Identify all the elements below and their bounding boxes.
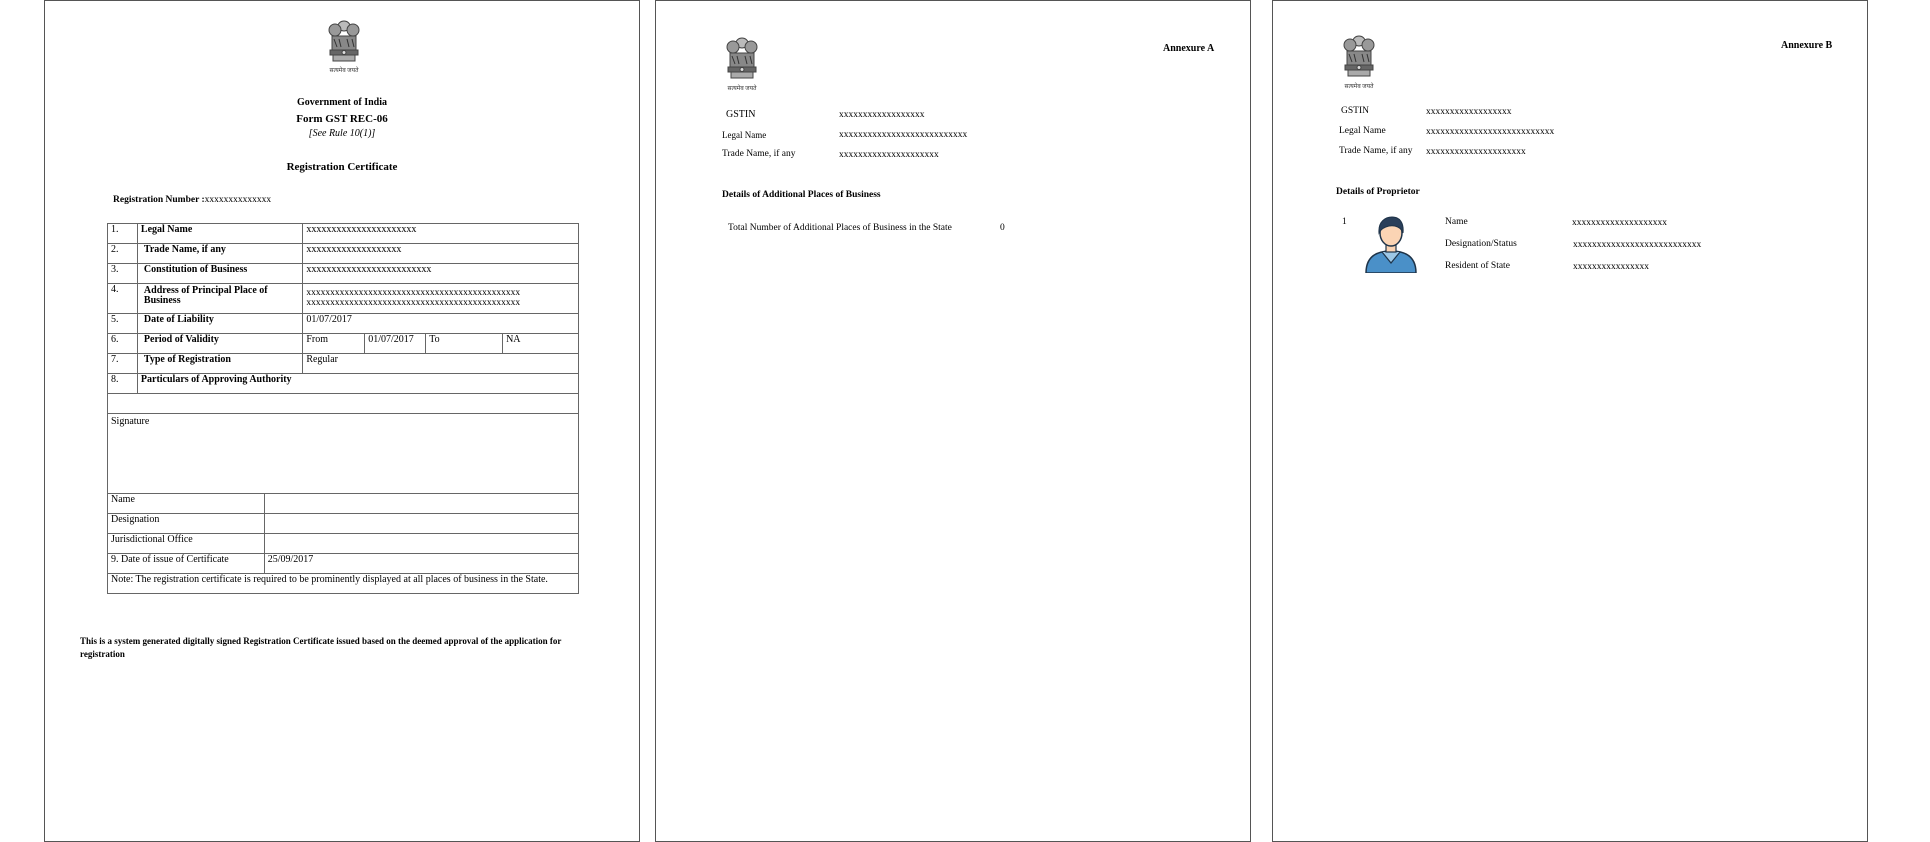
address-line-2: xxxxxxxxxxxxxxxxxxxxxxxxxxxxxxxxxxxxxxxxxxxxx [306,298,521,308]
trade-name-value: xxxxxxxxxxxxxxxxxxxxx [1426,147,1526,157]
legal-name-label: Legal Name [722,130,767,140]
registration-number-label: Registration Number : [113,195,205,205]
display-note: Note: The registration certificate is required to be prominently displayed at all places of business in the State. [108,574,579,594]
row-label: Type of Registration [137,354,302,374]
annexure-title: Annexure B [1781,40,1833,51]
proprietor-name-label: Name [1445,217,1468,227]
trade-name-label: Trade Name, if any [722,149,796,159]
row-number: 6. [108,334,138,354]
system-generated-notice [80,635,561,661]
notice-line-2: registration [80,649,125,659]
table-row [108,494,579,514]
validity-to-label: To [426,334,503,354]
national-emblem [723,33,761,92]
national-emblem [1340,31,1378,90]
table-row [108,414,579,494]
lion-capital-icon [723,33,761,83]
issue-date-value: 25/09/2017 [264,554,578,574]
authority-name-value [264,494,578,514]
row-label: Constitution of Business [137,264,302,284]
registration-number [113,195,271,205]
proprietor-name-value: xxxxxxxxxxxxxxxxxxxx [1572,218,1667,228]
row-value [303,284,579,314]
table-row [108,284,579,314]
trade-name-label: Trade Name, if any [1339,146,1413,156]
table-row [108,334,579,354]
registration-number-value: xxxxxxxxxxxxxx [204,195,272,205]
table-row [108,574,579,594]
validity-from-value: 01/07/2017 [365,334,426,354]
jurisdictional-office-label: Jurisdictional Office [108,534,265,554]
row-number: 1. [108,224,138,244]
table-row [108,224,579,244]
row-number: 5. [108,314,138,334]
gstin-label: GSTIN [726,109,756,120]
lion-capital-icon [325,17,363,65]
resident-label: Resident of State [1445,261,1510,271]
row-label: Period of Validity [137,334,302,354]
row-number: 8. [108,374,138,394]
certificate-table [107,223,579,494]
row-number: 3. [108,264,138,284]
row-value: xxxxxxxxxxxxxxxxxxxxxx [303,224,579,244]
row-value: Regular [303,354,579,374]
authority-table [107,493,579,594]
annexure-b-page [1272,0,1868,842]
annexure-title: Annexure A [1163,43,1215,54]
resident-value: xxxxxxxxxxxxxxxx [1573,262,1649,272]
table-row [108,244,579,264]
emblem-motto: सत्यमेव जयते [1344,84,1374,90]
row-label: Date of Liability [137,314,302,334]
validity-to-value: NA [503,334,579,354]
row-value: xxxxxxxxxxxxxxxxxxx [303,244,579,264]
authority-name-label: Name [108,494,265,514]
blank-row [108,394,579,414]
row-label: Trade Name, if any [137,244,302,264]
row-label: Particulars of Approving Authority [137,374,578,394]
table-row [108,314,579,334]
address-line-1: xxxxxxxxxxxxxxxxxxxxxxxxxxxxxxxxxxxxxxxxxxxxx [306,288,521,298]
total-places-value: 0 [1000,223,1005,233]
emblem-motto: सत्यमेव जयते [329,68,359,74]
national-emblem [325,17,363,74]
row-number: 7. [108,354,138,374]
total-places-label: Total Number of Additional Places of Business in the State [728,223,952,233]
notice-line-1: This is a system generated digitally signed Registration Certificate issued based on the deemed approval of the application for [80,636,562,646]
table-row [108,534,579,554]
certificate-page [44,0,640,842]
gstin-label: GSTIN [1341,106,1369,116]
table-row [108,264,579,284]
designation-value: xxxxxxxxxxxxxxxxxxxxxxxxxxx [1573,240,1702,250]
row-number: 4. [108,284,138,314]
table-row [108,554,579,574]
legal-name-label: Legal Name [1339,126,1386,136]
authority-designation-label: Designation [108,514,265,534]
emblem-motto: सत्यमेव जयते [727,86,757,92]
annexure-a-page [655,0,1251,842]
validity-from-label: From [303,334,365,354]
table-row [108,354,579,374]
proprietor-index: 1 [1342,217,1347,227]
form-heading: Form GST REC-06 [296,113,388,125]
lion-capital-icon [1340,31,1378,81]
section-heading: Details of Additional Places of Business [722,190,881,200]
row-number: 2. [108,244,138,264]
row-label: Legal Name [137,224,302,244]
row-value: xxxxxxxxxxxxxxxxxxxxxxxxx [303,264,579,284]
user-avatar-icon [1362,213,1420,273]
certificate-title: Registration Certificate [286,161,398,173]
legal-name-value: xxxxxxxxxxxxxxxxxxxxxxxxxxx [839,130,968,140]
designation-label: Designation/Status [1445,239,1517,249]
trade-name-value: xxxxxxxxxxxxxxxxxxxxx [839,150,939,160]
table-row [108,394,579,414]
authority-designation-value [264,514,578,534]
gstin-value: xxxxxxxxxxxxxxxxxx [1426,107,1512,117]
gstin-value: xxxxxxxxxxxxxxxxxx [839,110,925,120]
government-heading: Government of India [297,97,387,108]
issue-date-label: 9. Date of issue of Certificate [108,554,265,574]
section-heading: Details of Proprietor [1336,187,1420,197]
row-label: Address of Principal Place of Business [137,284,302,314]
rule-reference: [See Rule 10(1)] [308,128,376,139]
signature-box: Signature [108,414,579,494]
legal-name-value: xxxxxxxxxxxxxxxxxxxxxxxxxxx [1426,127,1555,137]
jurisdictional-office-value [264,534,578,554]
table-row [108,374,579,394]
row-value: 01/07/2017 [303,314,579,334]
table-row [108,514,579,534]
